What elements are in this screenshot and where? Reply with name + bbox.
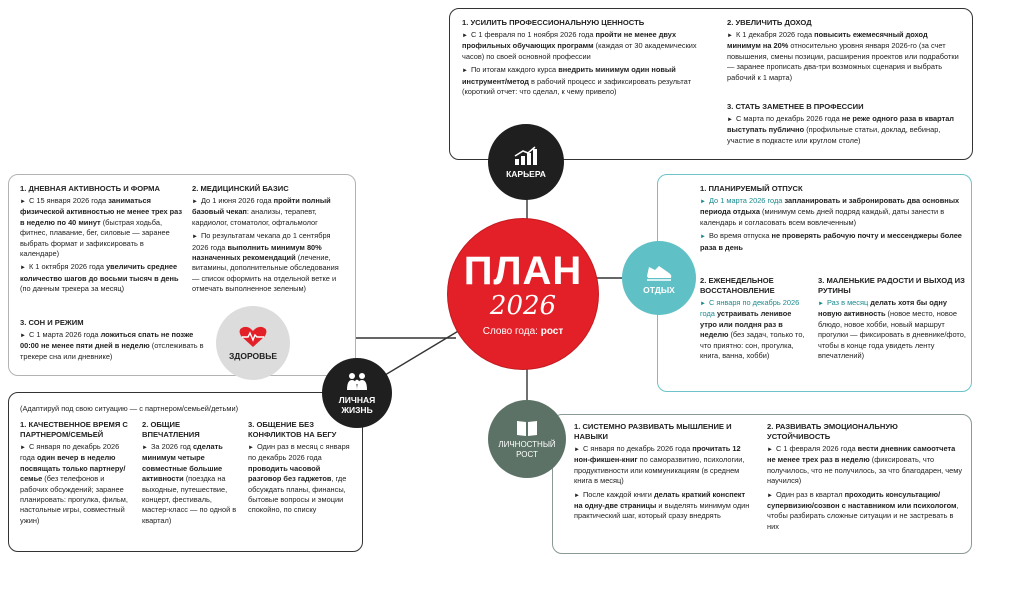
personal-section-1: 1. КАЧЕСТВЕННОЕ ВРЕМЯ С ПАРТНЕРОМ/СЕМЬЕЙ ► С января по декабрь 2026 года один вечер в неделю посвящать только партнеру/семье (без телефонов и рабочих обсуждений; заранее планировать: прогулка, фильм, настольные игры, совместный ужин)	[20, 420, 134, 529]
health-section-1: 1. ДНЕВНАЯ АКТИВНОСТЬ И ФОРМА ► С 15 января 2026 года заниматься физической активностью не менее трех раз в неделю по 40 минут (быстрая ходьба, фитнес, плавание, бег, силовые — заранее выбрать формат и зафиксировать в календаре) ► К 1 октября 2026 года увеличить среднее количество шагов до восьми тысяч в день (по данным трекера за месяц)	[20, 184, 183, 294]
career-s2-title: 2. УВЕЛИЧИТЬ ДОХОД	[727, 18, 812, 27]
sneaker-icon	[645, 262, 673, 282]
health-s2-title: 2. МЕДИЦИНСКИЙ БАЗИС	[192, 184, 289, 193]
rest-hub	[622, 241, 696, 315]
center-year: 2026	[489, 291, 557, 321]
personal-hub-label-2: ЖИЗНЬ	[341, 404, 373, 415]
personal-s2-title: 2. ОБЩИЕ ВПЕЧАТЛЕНИЯ	[142, 420, 200, 439]
personal-s3-title: 3. ОБЩЕНИЕ БЕЗ КОНФЛИКТОВ НА БЕГУ	[248, 420, 337, 439]
rest-hub-label: ОТДЫХ	[643, 284, 675, 295]
book-icon	[516, 419, 538, 437]
family-icon	[344, 372, 370, 392]
health-s1-title: 1. ДНЕВНАЯ АКТИВНОСТЬ И ФОРМА	[20, 184, 160, 193]
personal-section-3: 3. ОБЩЕНИЕ БЕЗ КОНФЛИКТОВ НА БЕГУ ► Один раз в месяц с января по декабрь 2026 года проводить часовой разговор без гаджетов, где обсуждать планы, финансы, бытовые вопросы и эмоции спокойно, по списку	[248, 420, 354, 519]
center-plan-circle	[448, 219, 598, 369]
rest-section-1: 1. ПЛАНИРУЕМЫЙ ОТПУСК ► До 1 марта 2026 года запланировать и забронировать два основных периода отдыха (минимум семь дней подряд каждый, даты занести в календарь и согласовать всем вовлеченным) ► Во время отпуска не проверять рабочую почту и мессенджеры более раза в день	[700, 184, 962, 252]
health-section-2: 2. МЕДИЦИНСКИЙ БАЗИС ► До 1 июня 2026 года пройти полный базовый чекап: анализы, терапевт, кардиолог, стоматолог, офтальмолог ► По результатам чекапа до 1 сентября 2026 года выполнить минимум 80% назначенных рекомендаций (лечение, витамины, дополнительные обследования — список оформить на отдельной ветке и отмечать выполненное зеленым)	[192, 184, 348, 298]
personal-life-hub	[322, 358, 392, 428]
career-section-2: 2. УВЕЛИЧИТЬ ДОХОД ► К 1 декабря 2026 года повысить ежемесячный доход минимум на 20% относительно уровня января 2026-го (за счет повышения, смены позиции, расширения проектов или подработки — заранее прописать два-три возможных сценария и выбрать рабочий к 1 марта)	[727, 18, 963, 86]
personal-s1-title: 1. КАЧЕСТВЕННОЕ ВРЕМЯ С ПАРТНЕРОМ/СЕМЬЕЙ	[20, 420, 128, 439]
health-s3-title: 3. СОН И РЕЖИМ	[20, 318, 84, 327]
rest-s2-title: 2. ЕЖЕНЕДЕЛЬНОЕ ВОССТАНОВЛЕНИЕ	[700, 276, 775, 295]
personal-hub-label-1: ЛИЧНАЯ	[338, 394, 376, 405]
growth-section-2: 2. РАЗВИВАТЬ ЭМОЦИОНАЛЬНУЮ УСТОЙЧИВОСТЬ ► С 1 февраля 2026 года вести дневник самоотчета не менее трех раз в неделю (фиксировать, что получилось, что не получилось, за что благодарен, чему научился) ► Один раз в квартал проходить консультацию/супервизию/созвон с наставником или психологом, чтобы разбирать сложные ситуации и не застревать в них	[767, 422, 963, 531]
career-section-3: 3. СТАТЬ ЗАМЕТНЕЕ В ПРОФЕССИИ ► С марта по декабрь 2026 года не реже одного раза в квартал выступать публично (профильные статьи, доклад, вебинар, участие в подкасте или круглом столе)	[727, 102, 963, 149]
heart-pulse-icon	[238, 326, 268, 348]
personal-intro: (Адаптируй под свою ситуацию — с партнером/семьей/детьми)	[20, 404, 239, 413]
career-hub	[488, 124, 564, 200]
line-personal	[380, 330, 460, 378]
rest-s3-title: 3. МАЛЕНЬКИЕ РАДОСТИ И ВЫХОД ИЗ РУТИНЫ	[818, 276, 965, 295]
growth-hub-label-2: РОСТ	[516, 449, 538, 459]
career-chart-icon	[513, 146, 539, 166]
center-title: ПЛАН	[463, 249, 583, 293]
career-section-1: 1. УСИЛИТЬ ПРОФЕССИОНАЛЬНУЮ ЦЕННОСТЬ ► С 1 февраля по 1 ноября 2026 года пройти не менее двух профильных обучающих программ (каждая от 30 академических часов) по своей основной профессии ► По итогам каждого курса внедрить минимум один новый инструмент/метод в рабочий процесс и зафиксировать результат (короткий отчет: что сделал, к чему привело)	[462, 18, 708, 100]
career-s3-title: 3. СТАТЬ ЗАМЕТНЕЕ В ПРОФЕССИИ	[727, 102, 864, 111]
growth-section-1: 1. СИСТЕМНО РАЗВИВАТЬ МЫШЛЕНИЕ И НАВЫКИ ► С января по декабрь 2026 года прочитать 12 нон-фикшен-книг по саморазвитию, психологии, продуктивности или коммуникациям (в среднем книга в месяц) ► После каждой книги делать краткий конспект на одну-две страницы и выделять минимум один практический шаг, который сразу внедрять	[574, 422, 750, 521]
rest-section-3: 3. МАЛЕНЬКИЕ РАДОСТИ И ВЫХОД ИЗ РУТИНЫ ► Раз в месяц делать хотя бы одну новую активность (новое место, новое блюдо, новое хобби, новый маршрут прогулки — фиксировать в дневнике/фото, чтобы в конце года увидеть ленту впечатлений)	[818, 276, 966, 361]
career-s1-title: 1. УСИЛИТЬ ПРОФЕССИОНАЛЬНУЮ ЦЕННОСТЬ	[462, 18, 645, 27]
personal-section-2: 2. ОБЩИЕ ВПЕЧАТЛЕНИЯ ► За 2026 год сделать минимум четыре совместные большие активности (поездка на выходные, путешествие, концерт, фестиваль, мастер-класс — по одной в квартал)	[142, 420, 237, 525]
center-word-of-year: Слово года: рост	[482, 326, 564, 337]
rest-s1-title: 1. ПЛАНИРУЕМЫЙ ОТПУСК	[700, 184, 803, 193]
health-section-3: 3. СОН И РЕЖИМ ► С 1 марта 2026 года ложиться спать не позже 00:00 не менее пяти дней в неделю (отслеживать в трекере сна или дневнике)	[20, 318, 212, 365]
health-hub	[216, 306, 290, 380]
career-hub-label: КАРЬЕРА	[506, 168, 546, 179]
growth-s2-title: 2. РАЗВИВАТЬ ЭМОЦИОНАЛЬНУЮ УСТОЙЧИВОСТЬ	[767, 422, 898, 441]
rest-section-2: 2. ЕЖЕНЕДЕЛЬНОЕ ВОССТАНОВЛЕНИЕ ► С января по декабрь 2026 года устраивать ленивое утро или полдня раз в неделю (без задач, только то, что приятно: сон, прогулка, книга, ванна, хобби)	[700, 276, 808, 364]
growth-s1-title: 1. СИСТЕМНО РАЗВИВАТЬ МЫШЛЕНИЕ И НАВЫКИ	[574, 422, 732, 441]
health-hub-label: ЗДОРОВЬЕ	[228, 350, 278, 361]
growth-hub	[488, 400, 566, 478]
growth-hub-label-1: ЛИЧНОСТНЫЙ	[498, 439, 556, 449]
